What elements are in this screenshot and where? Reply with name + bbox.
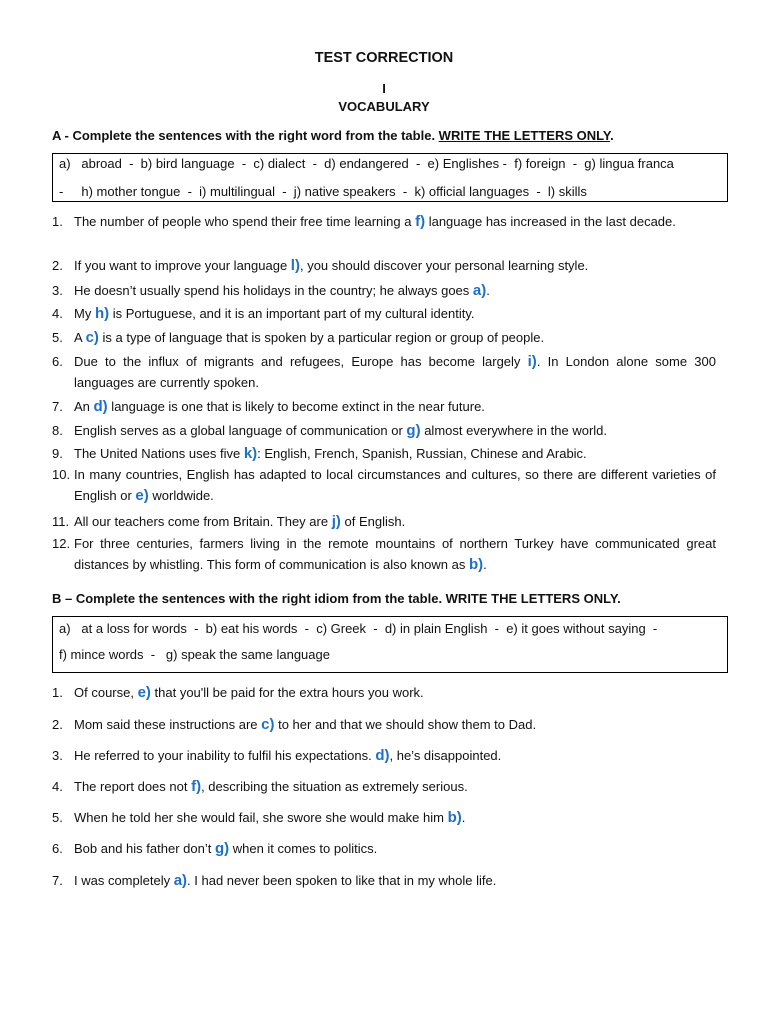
item-number: 2. xyxy=(52,717,63,732)
item-sentence xyxy=(74,870,716,891)
item-number: 7. xyxy=(52,873,63,888)
item-sentence xyxy=(74,464,716,506)
sentence-text-before: I was completely xyxy=(74,873,174,888)
answer-letter: h) xyxy=(94,305,110,322)
answer-letter: k) xyxy=(243,445,258,462)
part-b-idiom-box xyxy=(52,616,728,673)
item-sentence xyxy=(74,303,716,324)
section-title: VOCABULARY xyxy=(338,99,430,114)
sentence-text-after: to her and that we should show them to Dad. xyxy=(274,717,537,732)
item-sentence xyxy=(74,396,716,417)
item-sentence xyxy=(74,420,716,441)
sentence-text-after: . In London alone some 300 languages are currently spoken. xyxy=(74,354,716,390)
part-a-instruction-end: . xyxy=(610,128,614,143)
item-number: 4. xyxy=(52,306,63,321)
part-a-word-box xyxy=(52,153,728,202)
item-sentence xyxy=(74,280,716,301)
answer-letter: j) xyxy=(331,513,341,530)
answer-letter: l) xyxy=(290,257,300,274)
sentence-text-before: My xyxy=(74,306,95,321)
sentence-text-after: . xyxy=(486,283,490,298)
sentence-text-before: Of course, xyxy=(74,685,138,700)
answer-letter: g) xyxy=(406,422,421,439)
answer-letter: f) xyxy=(191,778,202,795)
answer-letter: b) xyxy=(468,556,484,573)
answer-letter: g) xyxy=(214,840,230,857)
sentence-text-after: almost everywhere in the world. xyxy=(420,423,608,438)
answer-letter: d) xyxy=(93,398,108,415)
answer-letter: i) xyxy=(527,353,537,370)
item-sentence xyxy=(74,745,716,766)
sentence-text-before: For three centuries, farmers living in the remote mountains of northern Turkey have communicated great distances by whistling. This form of communication is also known as xyxy=(74,536,716,572)
sentence-text-before: Bob and his father don’t xyxy=(74,841,215,856)
part-b-instruction: B – Complete the sentences with the right idiom from the table. WRITE THE LETTERS ONLY. xyxy=(52,591,621,606)
item-number: 12. xyxy=(52,536,71,551)
item-number: 6. xyxy=(52,841,63,856)
item-number: 1. xyxy=(52,214,63,229)
sentence-text-before: All our teachers come from Britain. They are xyxy=(74,514,332,529)
sentence-text-before: The report does not xyxy=(74,779,192,794)
sentence-text-before: If you want to improve your language xyxy=(74,258,291,273)
item-sentence xyxy=(74,714,716,735)
sentence-text-before: The number of people who spend their free time learning a xyxy=(74,214,416,229)
word-box-line-1: a) abroad - b) bird language - c) dialect - d) endangered - e) Englishes - f) foreign - g) lingua franca xyxy=(59,156,674,171)
sentence-text-after: language is one that is likely to become extinct in the near future. xyxy=(107,399,485,414)
answer-letter: b) xyxy=(447,809,462,826)
item-number: 7. xyxy=(52,399,63,414)
item-number: 3. xyxy=(52,748,63,763)
sentence-text-after: . xyxy=(461,810,466,825)
sentence-text-after: that you'll be paid for the extra hours you work. xyxy=(150,685,424,700)
answer-letter: a) xyxy=(173,872,188,889)
item-number: 3. xyxy=(52,283,63,298)
item-number: 6. xyxy=(52,354,63,369)
sentence-text-before: Mom said these instructions are xyxy=(74,717,262,732)
answer-letter: c) xyxy=(85,329,99,346)
item-number: 10. xyxy=(52,467,71,482)
item-number: 5. xyxy=(52,810,63,825)
page-title: TEST CORRECTION xyxy=(314,50,454,66)
answer-letter: a) xyxy=(472,282,487,299)
sentence-text-after: : English, French, Spanish, Russian, Chinese and Arabic. xyxy=(257,446,587,461)
answer-letter: e) xyxy=(135,487,149,504)
sentence-text-after: . I had never been spoken to like that in my whole life. xyxy=(187,873,497,888)
sentence-text-after: . xyxy=(483,557,487,572)
item-number: 11. xyxy=(52,514,70,529)
item-sentence xyxy=(74,351,716,393)
item-sentence xyxy=(74,327,716,348)
item-sentence xyxy=(74,838,716,859)
sentence-text-before: A xyxy=(74,330,86,345)
item-sentence xyxy=(74,255,716,276)
answer-letter: e) xyxy=(137,684,151,701)
sentence-text-after: , describing the situation as extremely serious. xyxy=(201,779,468,794)
answer-letter: d) xyxy=(375,747,390,764)
sentence-text-after: is Portuguese, and it is an important part of my cultural identity. xyxy=(109,306,475,321)
answer-letter: f) xyxy=(415,213,426,230)
sentence-text-after: , you should discover your personal learning style. xyxy=(299,258,589,273)
item-number: 9. xyxy=(52,446,63,461)
sentence-text-after: of English. xyxy=(340,514,406,529)
sentence-text-before: The United Nations uses five xyxy=(74,446,244,461)
idiom-box-line-1: a) at a loss for words - b) eat his words - c) Greek - d) in plain English - e) it goes without saying - xyxy=(59,621,658,636)
sentence-text-after: language has increased in the last decade. xyxy=(425,214,676,229)
part-a-instruction-underlined: WRITE THE LETTERS ONLY xyxy=(438,128,611,143)
word-box-line-2: - h) mother tongue - i) multilingual - j) native speakers - k) official languages - l) skills xyxy=(59,184,587,199)
item-sentence xyxy=(74,776,716,797)
item-number: 5. xyxy=(52,330,63,345)
item-number: 4. xyxy=(52,779,63,794)
item-sentence xyxy=(74,682,716,703)
sentence-text-after: worldwide. xyxy=(148,488,214,503)
item-number: 2. xyxy=(52,258,63,273)
item-sentence xyxy=(74,533,716,575)
item-number: 1. xyxy=(52,685,63,700)
item-sentence xyxy=(74,443,716,464)
sentence-text-before: He referred to your inability to fulfil his expectations. xyxy=(74,748,376,763)
section-number: I xyxy=(382,81,386,96)
item-number: 8. xyxy=(52,423,63,438)
sentence-text-before: In many countries, English has adapted to local circumstances and cultures, so there are different varieties of English or xyxy=(74,467,716,503)
sentence-text-after: when it comes to politics. xyxy=(229,841,378,856)
sentence-text-before: English serves as a global language of communication or xyxy=(74,423,407,438)
item-sentence xyxy=(74,807,716,828)
part-a-instruction xyxy=(52,128,614,143)
sentence-text-before: When he told her she would fail, she swore she would make him xyxy=(74,810,448,825)
sentence-text-before: An xyxy=(74,399,94,414)
sentence-text-before: Due to the influx of migrants and refugees, Europe has become largely xyxy=(74,354,528,369)
item-sentence xyxy=(74,211,716,232)
sentence-text-before: He doesn’t usually spend his holidays in the country; he always goes xyxy=(74,283,473,298)
sentence-text-after: is a type of language that is spoken by a particular region or group of people. xyxy=(98,330,545,345)
answer-letter: c) xyxy=(261,716,275,733)
item-sentence xyxy=(74,511,716,532)
idiom-box-line-2: f) mince words - g) speak the same language xyxy=(59,647,330,662)
sentence-text-after: , he’s disappointed. xyxy=(389,748,502,763)
part-a-instruction-main: A - Complete the sentences with the right word from the table. xyxy=(52,128,439,143)
